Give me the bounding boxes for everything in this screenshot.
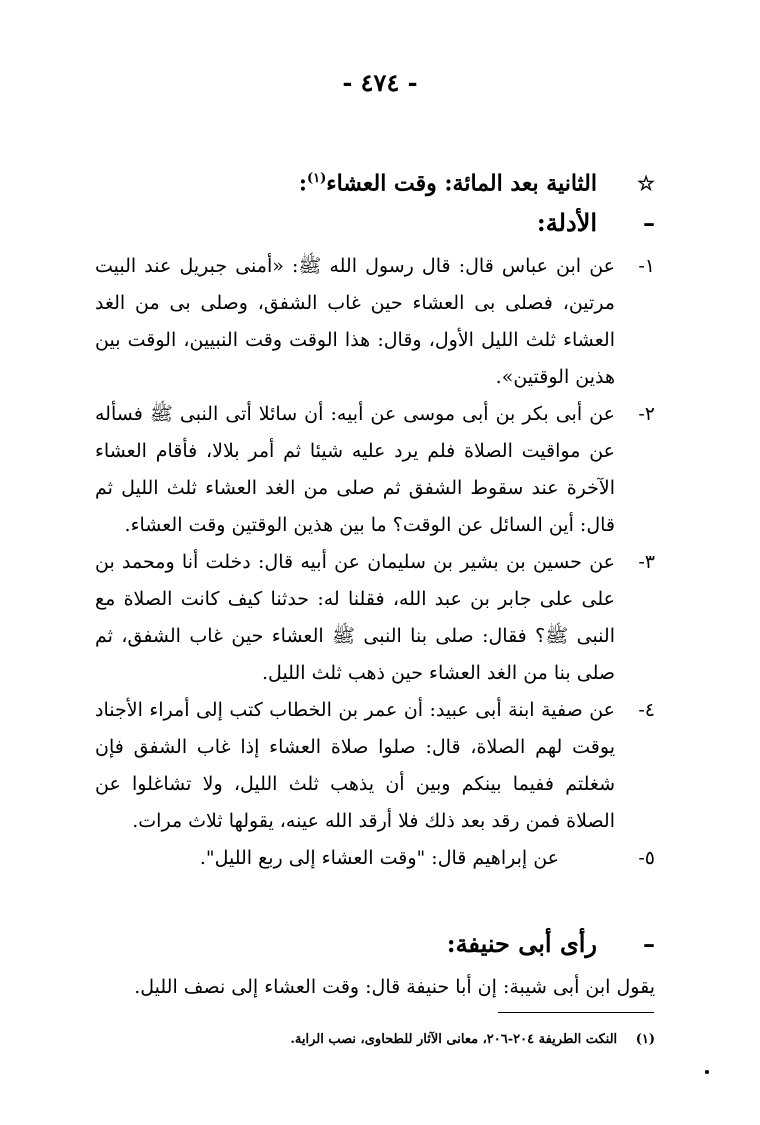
section-title-suffix: : (298, 170, 307, 197)
scan-speck (705, 1070, 709, 1074)
footnote-divider (498, 1012, 654, 1013)
item-text: عن صفية ابنة أبى عبيد: أن عمر بن الخطاب كتب إلى أمراء الأجناد يوقت لهم الصلاة، قال: صلوا صلاة العشاء إذا غاب الشفق فإن شغلتم ففيما بينكم وبين أن يذهب ثلث الليل، ولا تشاغلوا عن الصلاة فمن رقد بعد ذلك فلا أرقد الله عينه، يقولها ثلاث مرات. (95, 699, 615, 832)
list-item (95, 396, 655, 544)
opinion-paragraph: يقول ابن أبى شيبة: إن أبا حنيفة قال: وقت العشاء إلى نصف الليل. (134, 976, 655, 998)
page-number: - ٤٧٤ - (342, 68, 418, 97)
section-heading-text (299, 160, 597, 202)
item-number: ٤- (638, 699, 655, 721)
list-item (95, 248, 655, 396)
item-text: عن حسين بن بشير بن سليمان عن أبيه قال: دخلت أنا ومحمد بن على على جابر بن عبد الله، فقلنا له: حدثنا كيف كانت الصلاة مع النبى ﷺ؟ فقال: صلى بنا النبى ﷺ العشاء حين غاب الشفق، ثم صلى بنا من الغد العشاء حين ذهب ثلث الليل. (95, 551, 615, 684)
list-item (95, 692, 655, 840)
section-title: الثانية بعد المائة: وقت العشاء (326, 170, 597, 197)
footnote-text: النكت الطريفة ٢٠٤-٢٠٦، معانى الآثار للطحاوى، نصب الراية. (290, 1032, 618, 1047)
spacer (95, 877, 655, 925)
item-text: عن أبى بكر بن أبى موسى عن أبيه: أن سائلا أتى النبى ﷺ فسأله عن مواقيت الصلاة فلم يرد عليه شيئا ثم أمر بلالا، فأقام العشاء الآخرة عند سقوط الشفق ثم صلى من الغد العشاء ثلث الليل ثم قال: أين السائل عن الوقت؟ ما بين هذين الوقتين وقت العشاء. (95, 403, 615, 536)
item-text: عن إبراهيم قال: "وقت العشاء إلى ربع الليل". (199, 847, 559, 869)
evidence-heading-text: الأدلة: (536, 208, 597, 237)
item-number: ١- (638, 255, 655, 277)
list-item (95, 544, 655, 692)
list-item (95, 840, 655, 877)
opinion-heading (95, 925, 655, 969)
item-number: ٥- (638, 847, 655, 869)
item-number: ٢- (638, 403, 655, 425)
section-heading (95, 160, 655, 204)
item-number: ٣- (638, 551, 655, 573)
footnote-ref: (١) (306, 171, 327, 186)
dash-icon: – (643, 208, 655, 237)
footnote (95, 1032, 655, 1047)
page-content (95, 160, 655, 1006)
footnote-number: (١) (635, 1032, 655, 1047)
dash-icon: – (643, 929, 655, 958)
opinion-heading-text: رأى أبى حنيفة: (446, 929, 597, 958)
evidence-heading (95, 204, 655, 248)
item-text: عن ابن عباس قال: قال رسول الله ﷺ: «أمنى جبريل عند البيت مرتين، فصلى بى العشاء حين غاب الشفق، وصلى بى من الغد العشاء ثلث الليل الأول، وقال: هذا الوقت وقت النبيين، الوقت بين هذين الوقتين». (95, 255, 615, 388)
star-icon: ☆ (637, 171, 655, 196)
